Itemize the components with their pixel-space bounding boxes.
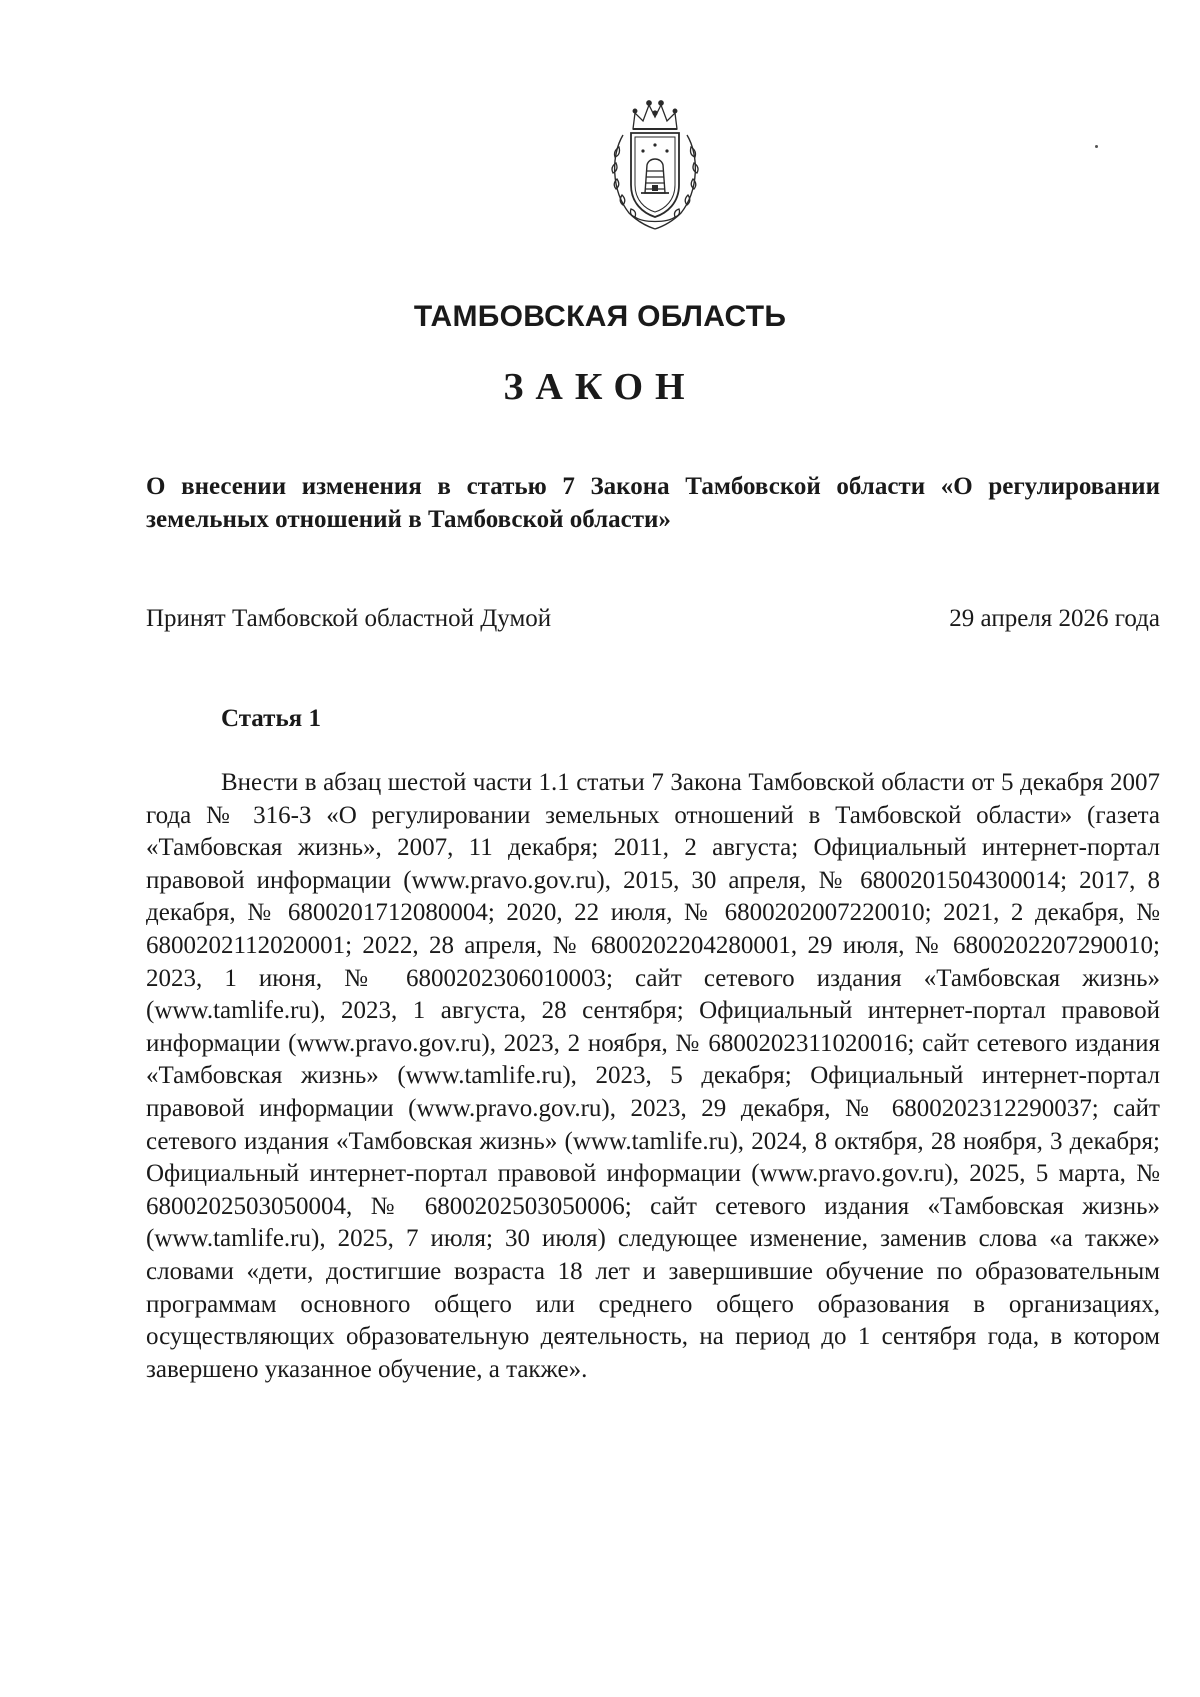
adoption-date: 29 апреля 2026 года — [949, 605, 1160, 632]
adopting-body: Принят Тамбовской областной Думой — [146, 605, 552, 632]
adoption-line — [146, 603, 1160, 635]
article-text: Внести в абзац шестой части 1.1 статьи 7 Закона Тамбовской области от 5 декабря 2007 года № 316-З «О регулировании земельных отношений в Тамбовской области» (газета «Тамбовская жизнь», 2007, 11 декабря; 2011, 2 августа; Официальный интернет-портал правовой информации (www.pravo.gov.ru), 2015, 30 апреля, № 6800201504300014; 2017, 8 декабря, № 6800201712080004; 2020, 22 июля, № 6800202007220010; 2021, 2 декабря, № 6800202112020001; 2022, 28 апреля, № 6800202204280001, 29 июля, № 6800202207290010; 2023, 1 июня, № 6800202306010003; сайт сетевого издания «Тамбовская жизнь» (www.tamlife.ru), 2023, 1 августа, 28 сентября; Официальный интернет-портал правовой информации (www.pravo.gov.ru), 2023, 2 ноября, № 6800202311020016; сайт сетевого издания «Тамбовская жизнь» (www.tamlife.ru), 2023, 5 декабря; Официальный интернет-портал правовой информации (www.pravo.gov.ru), 2023, 29 декабря, № 6800202312290037; сайт сетевого издания «Тамбовская жизнь» (www.tamlife.ru), 2024, 8 октября, 28 ноября, 3 декабря; Официальный интернет-портал правовой информации (www.pravo.gov.ru), 2025, 5 марта, № 6800202503050004, № 6800202503050006; сайт сетевого издания «Тамбовская жизнь» (www.tamlife.ru), 2025, 7 июля; 30 июля) следующее изменение, заменив слова «а также» словами «дети, достигшие возраста 18 лет и завершившие обучение по образовательным программам основного общего или среднего общего образования в организациях, осуществляющих образовательную деятельность, на период до 1 сентября года, в котором завершено указанное обучение, а также». — [146, 769, 1160, 1383]
scan-speck — [1095, 145, 1098, 148]
tambov-coat-of-arms-emblem — [605, 95, 705, 233]
article-heading: Статья 1 — [221, 705, 321, 732]
region-heading: ТАМБОВСКАЯ ОБЛАСТЬ — [413, 300, 787, 333]
law-title: О внесении изменения в статью 7 Закона Тамбовской области «О регулировании земельных отношений в Тамбовской области» — [146, 473, 1160, 533]
document-type-heading: ЗАКОН — [503, 366, 697, 408]
